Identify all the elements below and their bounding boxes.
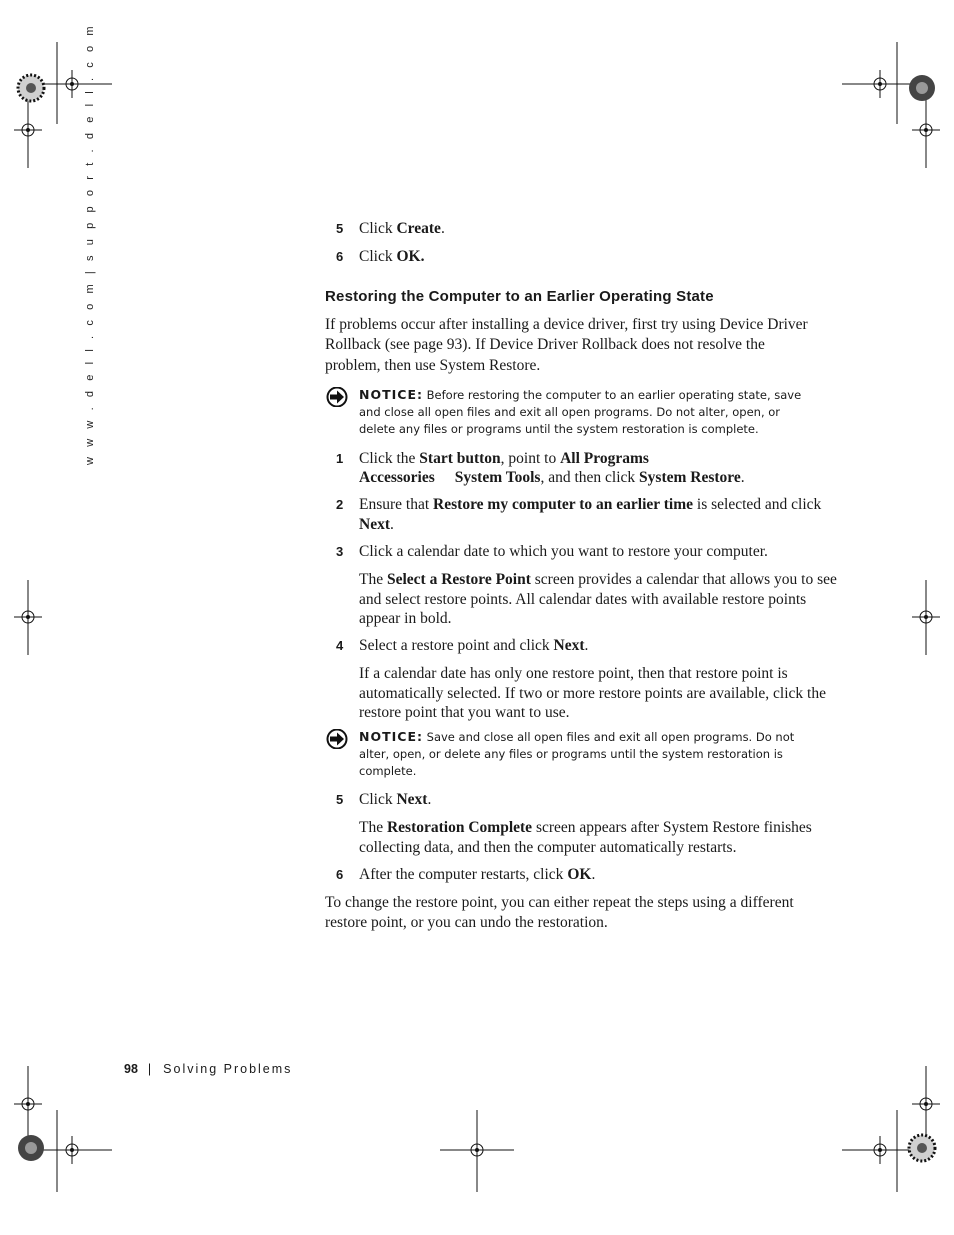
page-footer: [124, 1062, 292, 1076]
footer-separator: |: [147, 1062, 152, 1076]
intro-paragraph: If problems occur after installing a device driver, first try using Device Driver Rollback (see page 93). If Device Driver Rollback does not resolve the problem, then use System Restore.: [325, 316, 808, 374]
footer-section-title: Solving Problems: [163, 1062, 293, 1076]
notice-text: Save and close all open files and exit all open programs. Do not alter, open, or delete any files or programs until the system restoration is complete.: [359, 730, 795, 778]
step-2-ensure-option: 2 Ensure that Restore my computer to an earlier time is selected and click Next.: [336, 496, 822, 533]
closing-paragraph: To change the restore point, you can either repeat the steps using a different restore point, or you can undo the restoration.: [325, 894, 794, 932]
page-number: 98: [124, 1062, 138, 1076]
step-5-create: 5 Click Create.: [336, 220, 445, 237]
step-3-paragraph: The Select a Restore Point screen provides a calendar that allows you to see and select restore points. All calendar dates with available restore points appear in bold.: [359, 571, 837, 627]
sidebar-url-text: w w w . d e l l . c o m | s u p p o r t . d e l l . c o m: [84, 22, 96, 465]
notice-arrow-icon: [326, 387, 350, 407]
step-4-paragraph: If a calendar date has only one restore point, then that restore point is automatically selected. If two or more restore points are available, click the restore point that you want to use.: [359, 665, 826, 721]
step-5-paragraph: The Restoration Complete screen appears after System Restore finishes collecting data, and then the computer automatically restarts.: [359, 819, 812, 856]
notice-arrow-icon: [326, 729, 350, 749]
step-6-ok: 6 Click OK.: [336, 248, 425, 265]
step-1-open-system-restore: 1 Click the Start button, point to All Programs Accessories System Tools, and then click System Restore.: [336, 450, 745, 486]
notice-label: NOTICE:: [359, 729, 423, 744]
step-5-click-next: 5 Click Next.: [336, 791, 432, 808]
notice-text: Before restoring the computer to an earlier operating state, save and close all open files and exit all open programs. Do not alter, open, or delete any files or programs until the system restoration is complete.: [359, 388, 802, 436]
step-3-calendar-date: 3 Click a calendar date to which you want to restore your computer.: [336, 543, 768, 560]
section-heading: Restoring the Computer to an Earlier Operating State: [325, 288, 714, 305]
notice-2: [325, 728, 815, 780]
step-4-select-restore-point: 4 Select a restore point and click Next.: [336, 637, 589, 654]
step-6-click-ok: 6 After the computer restarts, click OK.: [336, 866, 596, 883]
notice-label: NOTICE:: [359, 387, 423, 402]
notice-1: [325, 386, 815, 438]
